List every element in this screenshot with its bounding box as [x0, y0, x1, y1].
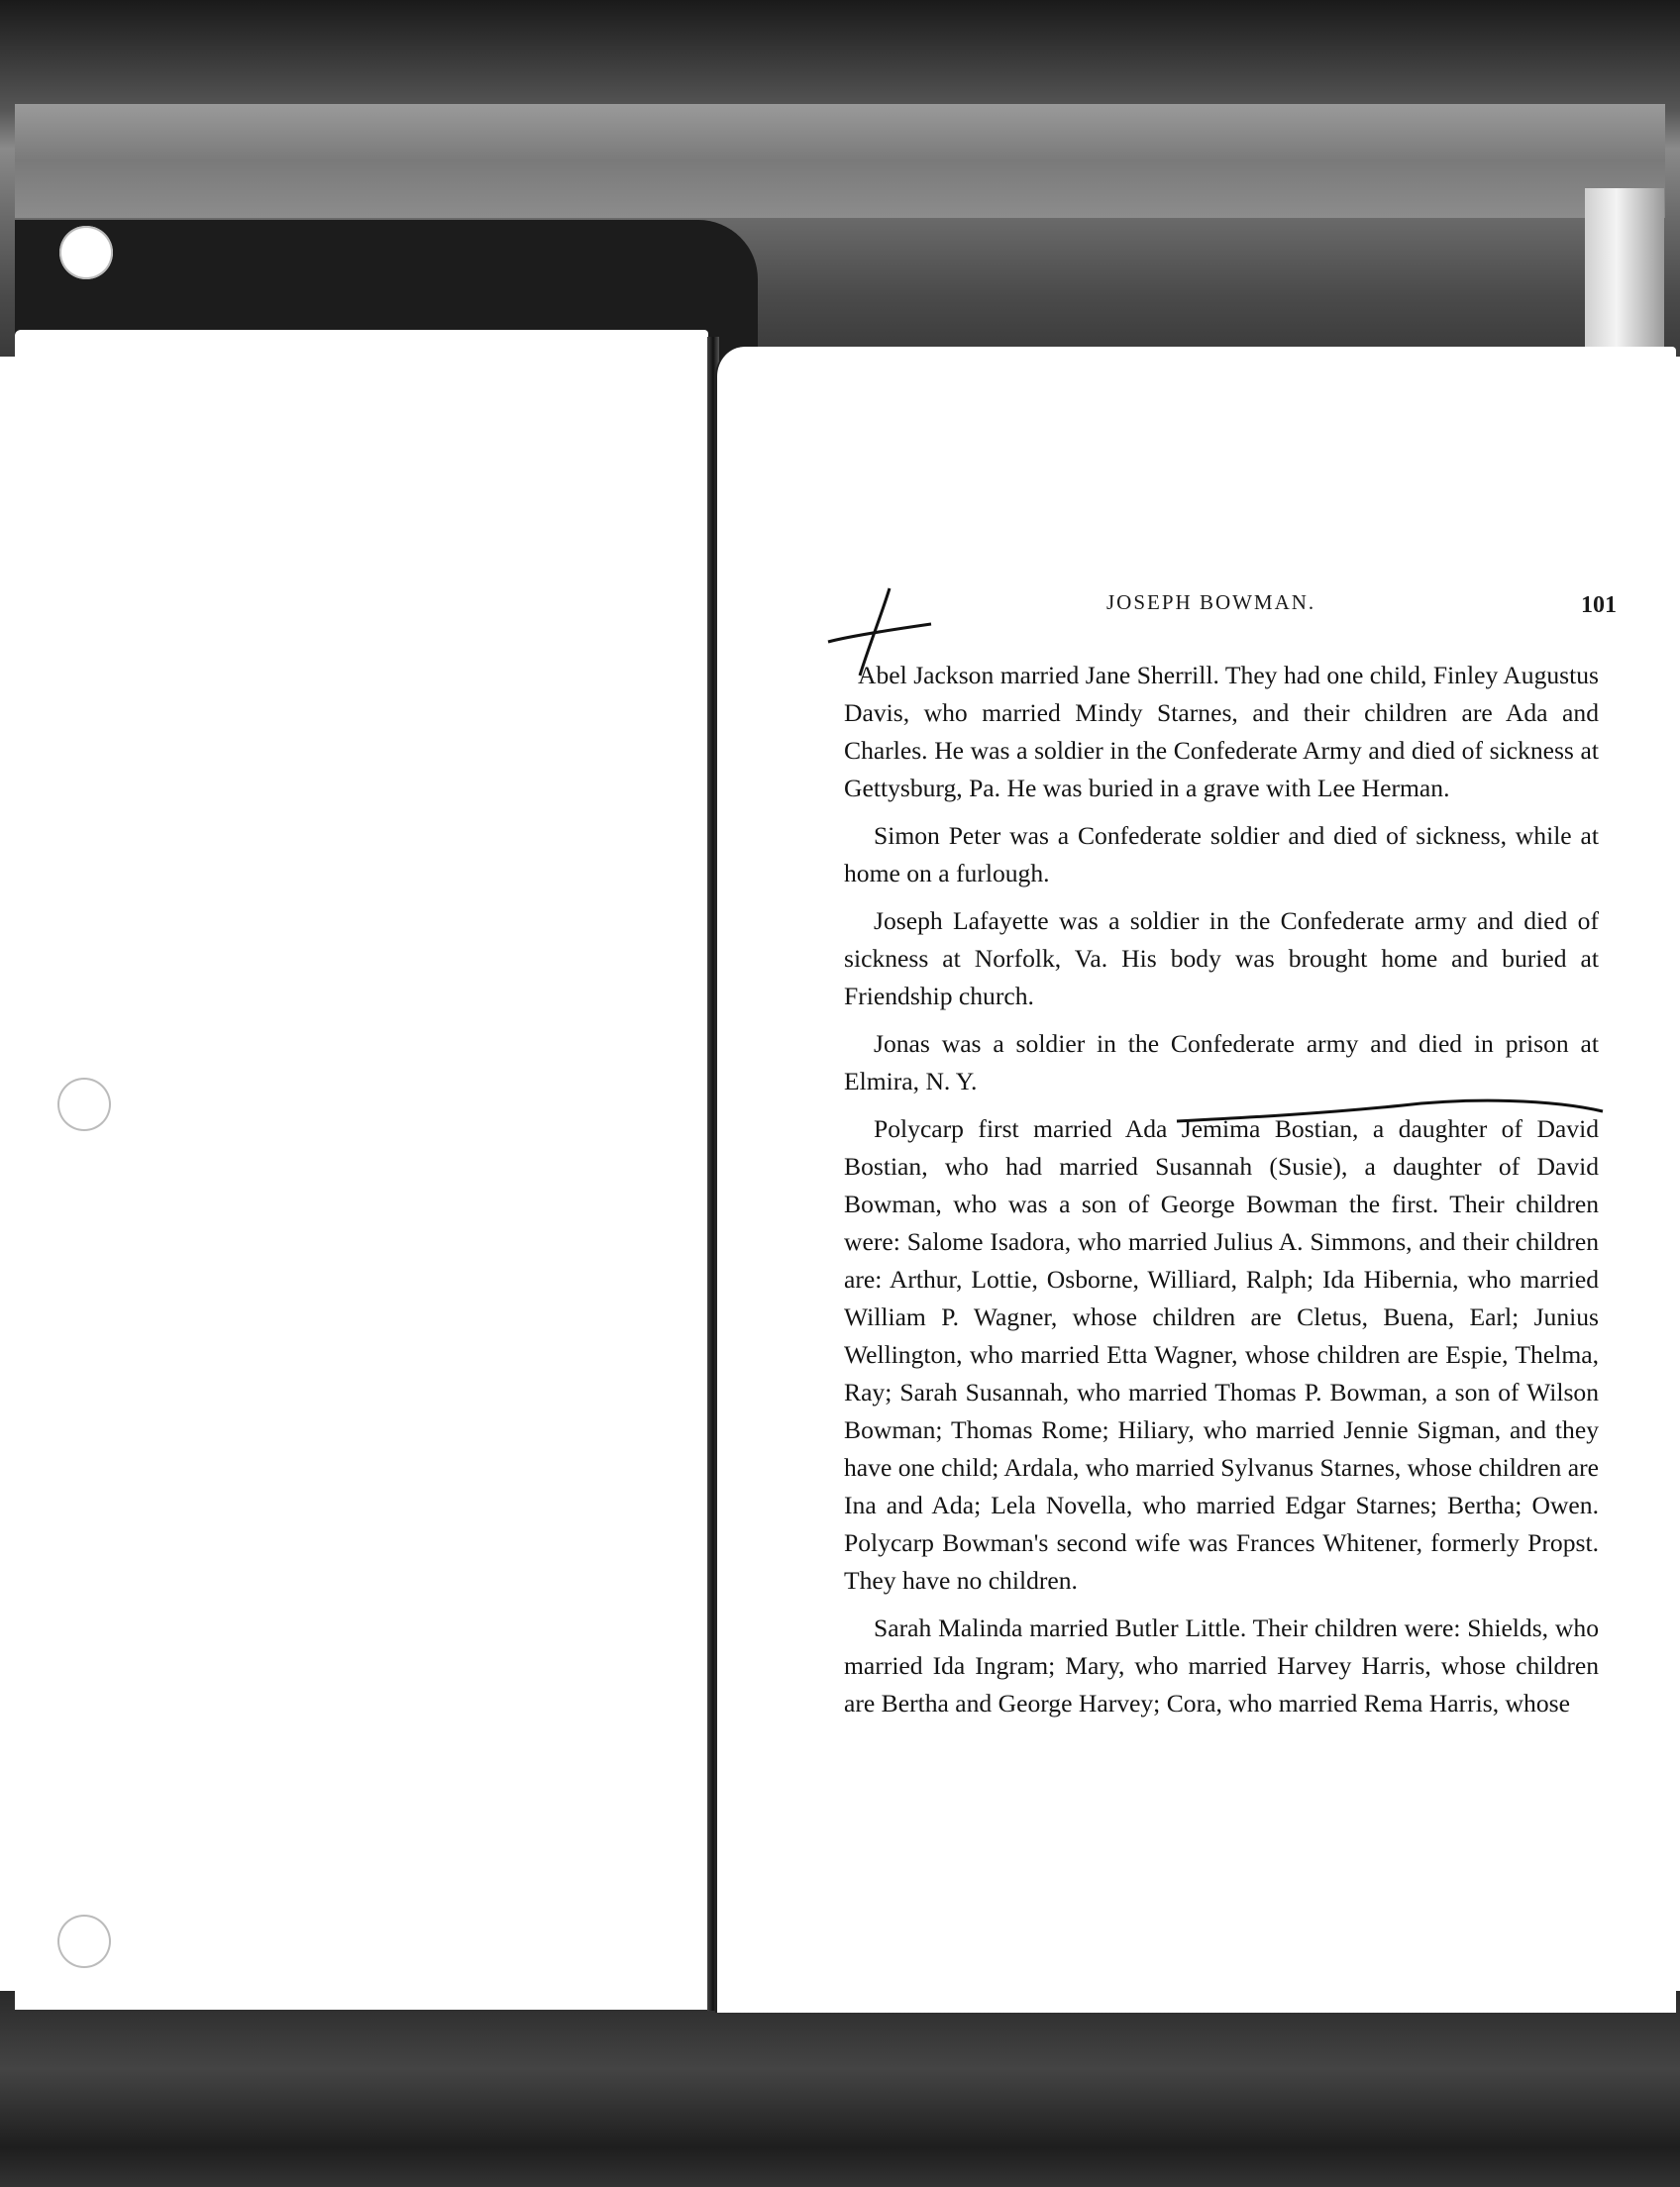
scan-background-bottom [0, 1991, 1680, 2187]
left-blank-page [15, 330, 708, 2010]
paragraph-simon-peter: Simon Peter was a Confederate soldier and died of sickness, while at home on a furlough. [844, 821, 1599, 887]
paragraph-polycarp: Polycarp first married Ada Jemima Bostian, a daughter of David Bostian, who had married Susannah (Susie), a daughter of David Bowman, who was a son of George Bowman the first. Their children were: Salome Isadora, who married Julius A. Simmons, and their children are: Arthur, Lottie, Osborne, Williard, Ralph; Ida Hibernia, who married William P. Wagner, whose children are Cletus, Buena, Earl; Junius Wellington, who married Etta Wagner, whose children are Espie, Thelma, Ray; Sarah Susannah, who married Thomas P. Bowman, a son of Wilson Bowman; Thomas Rome; Hiliary, who married Jennie Sigman, and they have one child; Ardala, who married Sylvanus Starnes, whose children are Ina and Ada; Lela Novella, who married Edgar Starnes; Bertha; Owen. Polycarp Bowman's second wife was Frances Whitener, formerly Propst. They have no children. [844, 1114, 1599, 1595]
paragraph-abel-jackson: Abel Jackson married Jane Sherrill. They had one child, Finley Augustus Davis, who married Mindy Starnes, and their children are Ada and Charles. He was a soldier in the Confederate Army and died of sickness at Gettysburg, Pa. He was buried in a grave with Lee Herman. [844, 661, 1599, 802]
page-header [844, 590, 1617, 630]
punch-hole-middle [57, 1078, 111, 1131]
body-text [844, 657, 1599, 1732]
punch-hole-bottom [57, 1915, 111, 1968]
scan-shelf-band [15, 104, 1665, 218]
running-head: JOSEPH BOWMAN. [1106, 590, 1316, 614]
paragraph-joseph-lafayette: Joseph Lafayette was a soldier in the Confederate army and died of sickness at Norfolk, Va. His body was brought home and buried at Friendship church. [844, 906, 1599, 1010]
paragraph-sarah-malinda: Sarah Malinda married Butler Little. Their children were: Shields, who married Ida Ingram; Mary, who married Harvey Harris, whose children are Bertha and George Harvey; Cora, who married Rema Harris, whose [844, 1614, 1599, 1718]
paragraph-jonas: Jonas was a soldier in the Confederate army and died in prison at Elmira, N. Y. [844, 1029, 1599, 1095]
punch-hole-top [59, 226, 113, 279]
page-number: 101 [1581, 592, 1617, 618]
